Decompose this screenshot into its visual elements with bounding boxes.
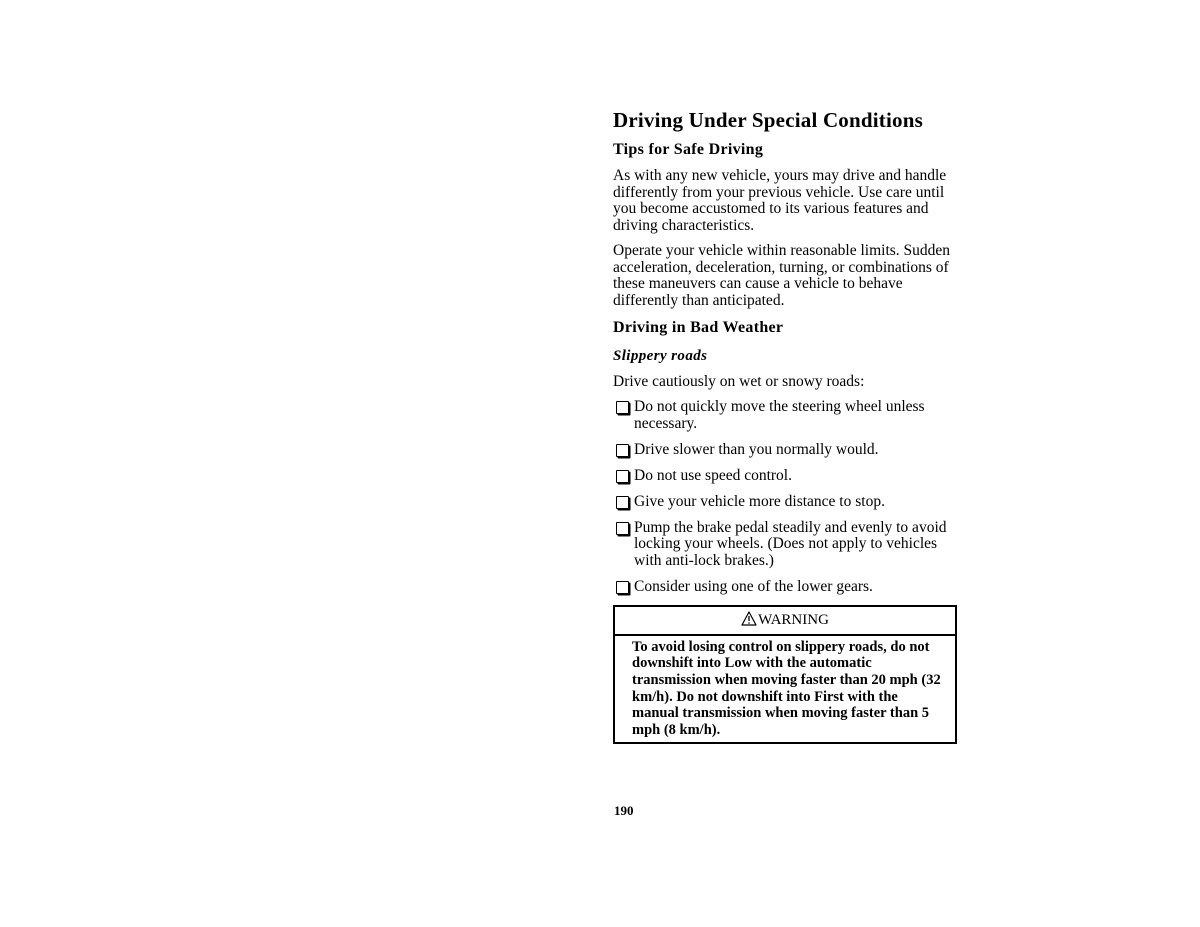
warning-box <box>613 605 957 744</box>
list-item <box>613 579 958 596</box>
list-item-text: Drive slower than you normally would. <box>634 440 879 458</box>
list-item-text: Do not quickly move the steering wheel unless necessary. <box>634 398 925 432</box>
section-heading-bad-weather: Driving in Bad Weather <box>613 319 784 337</box>
checkbox-square-icon <box>616 470 629 483</box>
checkbox-square-icon <box>616 522 629 535</box>
list-item-text: Do not use speed control. <box>634 466 792 484</box>
list-item <box>613 520 958 570</box>
list-item-text: Consider using one of the lower gears. <box>634 577 873 595</box>
paragraph-reasonable-limits: Operate your vehicle within reasonable limits. Sudden acceleration, deceleration, turning, or combinations of these maneuvers can cause a vehicle to behave differently than anticipated. <box>613 242 951 309</box>
checkbox-square-icon <box>616 581 629 594</box>
page-title: Driving Under Special Conditions <box>613 108 923 132</box>
warning-label: WARNING <box>758 611 829 628</box>
checkbox-square-icon <box>616 496 629 509</box>
checkbox-square-icon <box>616 444 629 457</box>
list-item <box>613 399 958 432</box>
warning-text: To avoid losing control on slippery roads, do not downshift into Low with the automatic transmission when moving faster than 20 mph (32 km/h). Do not downshift into First with the manual transmission when moving faster than 5 mph (8 km/h). <box>632 638 941 739</box>
list-item <box>613 468 958 485</box>
list-item-text: Give your vehicle more distance to stop. <box>634 492 885 510</box>
section-heading-safe-driving: Tips for Safe Driving <box>613 141 764 159</box>
slippery-roads-checklist <box>613 399 958 595</box>
warning-header <box>615 607 955 636</box>
warning-triangle-icon <box>741 611 757 632</box>
checkbox-square-icon <box>616 401 629 414</box>
paragraph-drive-cautiously: Drive cautiously on wet or snowy roads: <box>613 372 865 390</box>
manual-page-content <box>613 108 958 744</box>
list-item <box>613 442 958 459</box>
list-item-text: Pump the brake pedal steadily and evenly to avoid locking your wheels. (Does not apply to vehicles with anti-lock brakes.) <box>634 518 947 569</box>
page-number: 190 <box>614 803 634 818</box>
paragraph-new-vehicle: As with any new vehicle, yours may drive and handle differently from your previous vehicle. Use care until you become accustomed to its various features and driving characteristics. <box>613 167 947 234</box>
subheading-slippery-roads: Slippery roads <box>613 347 708 364</box>
list-item <box>613 494 958 511</box>
